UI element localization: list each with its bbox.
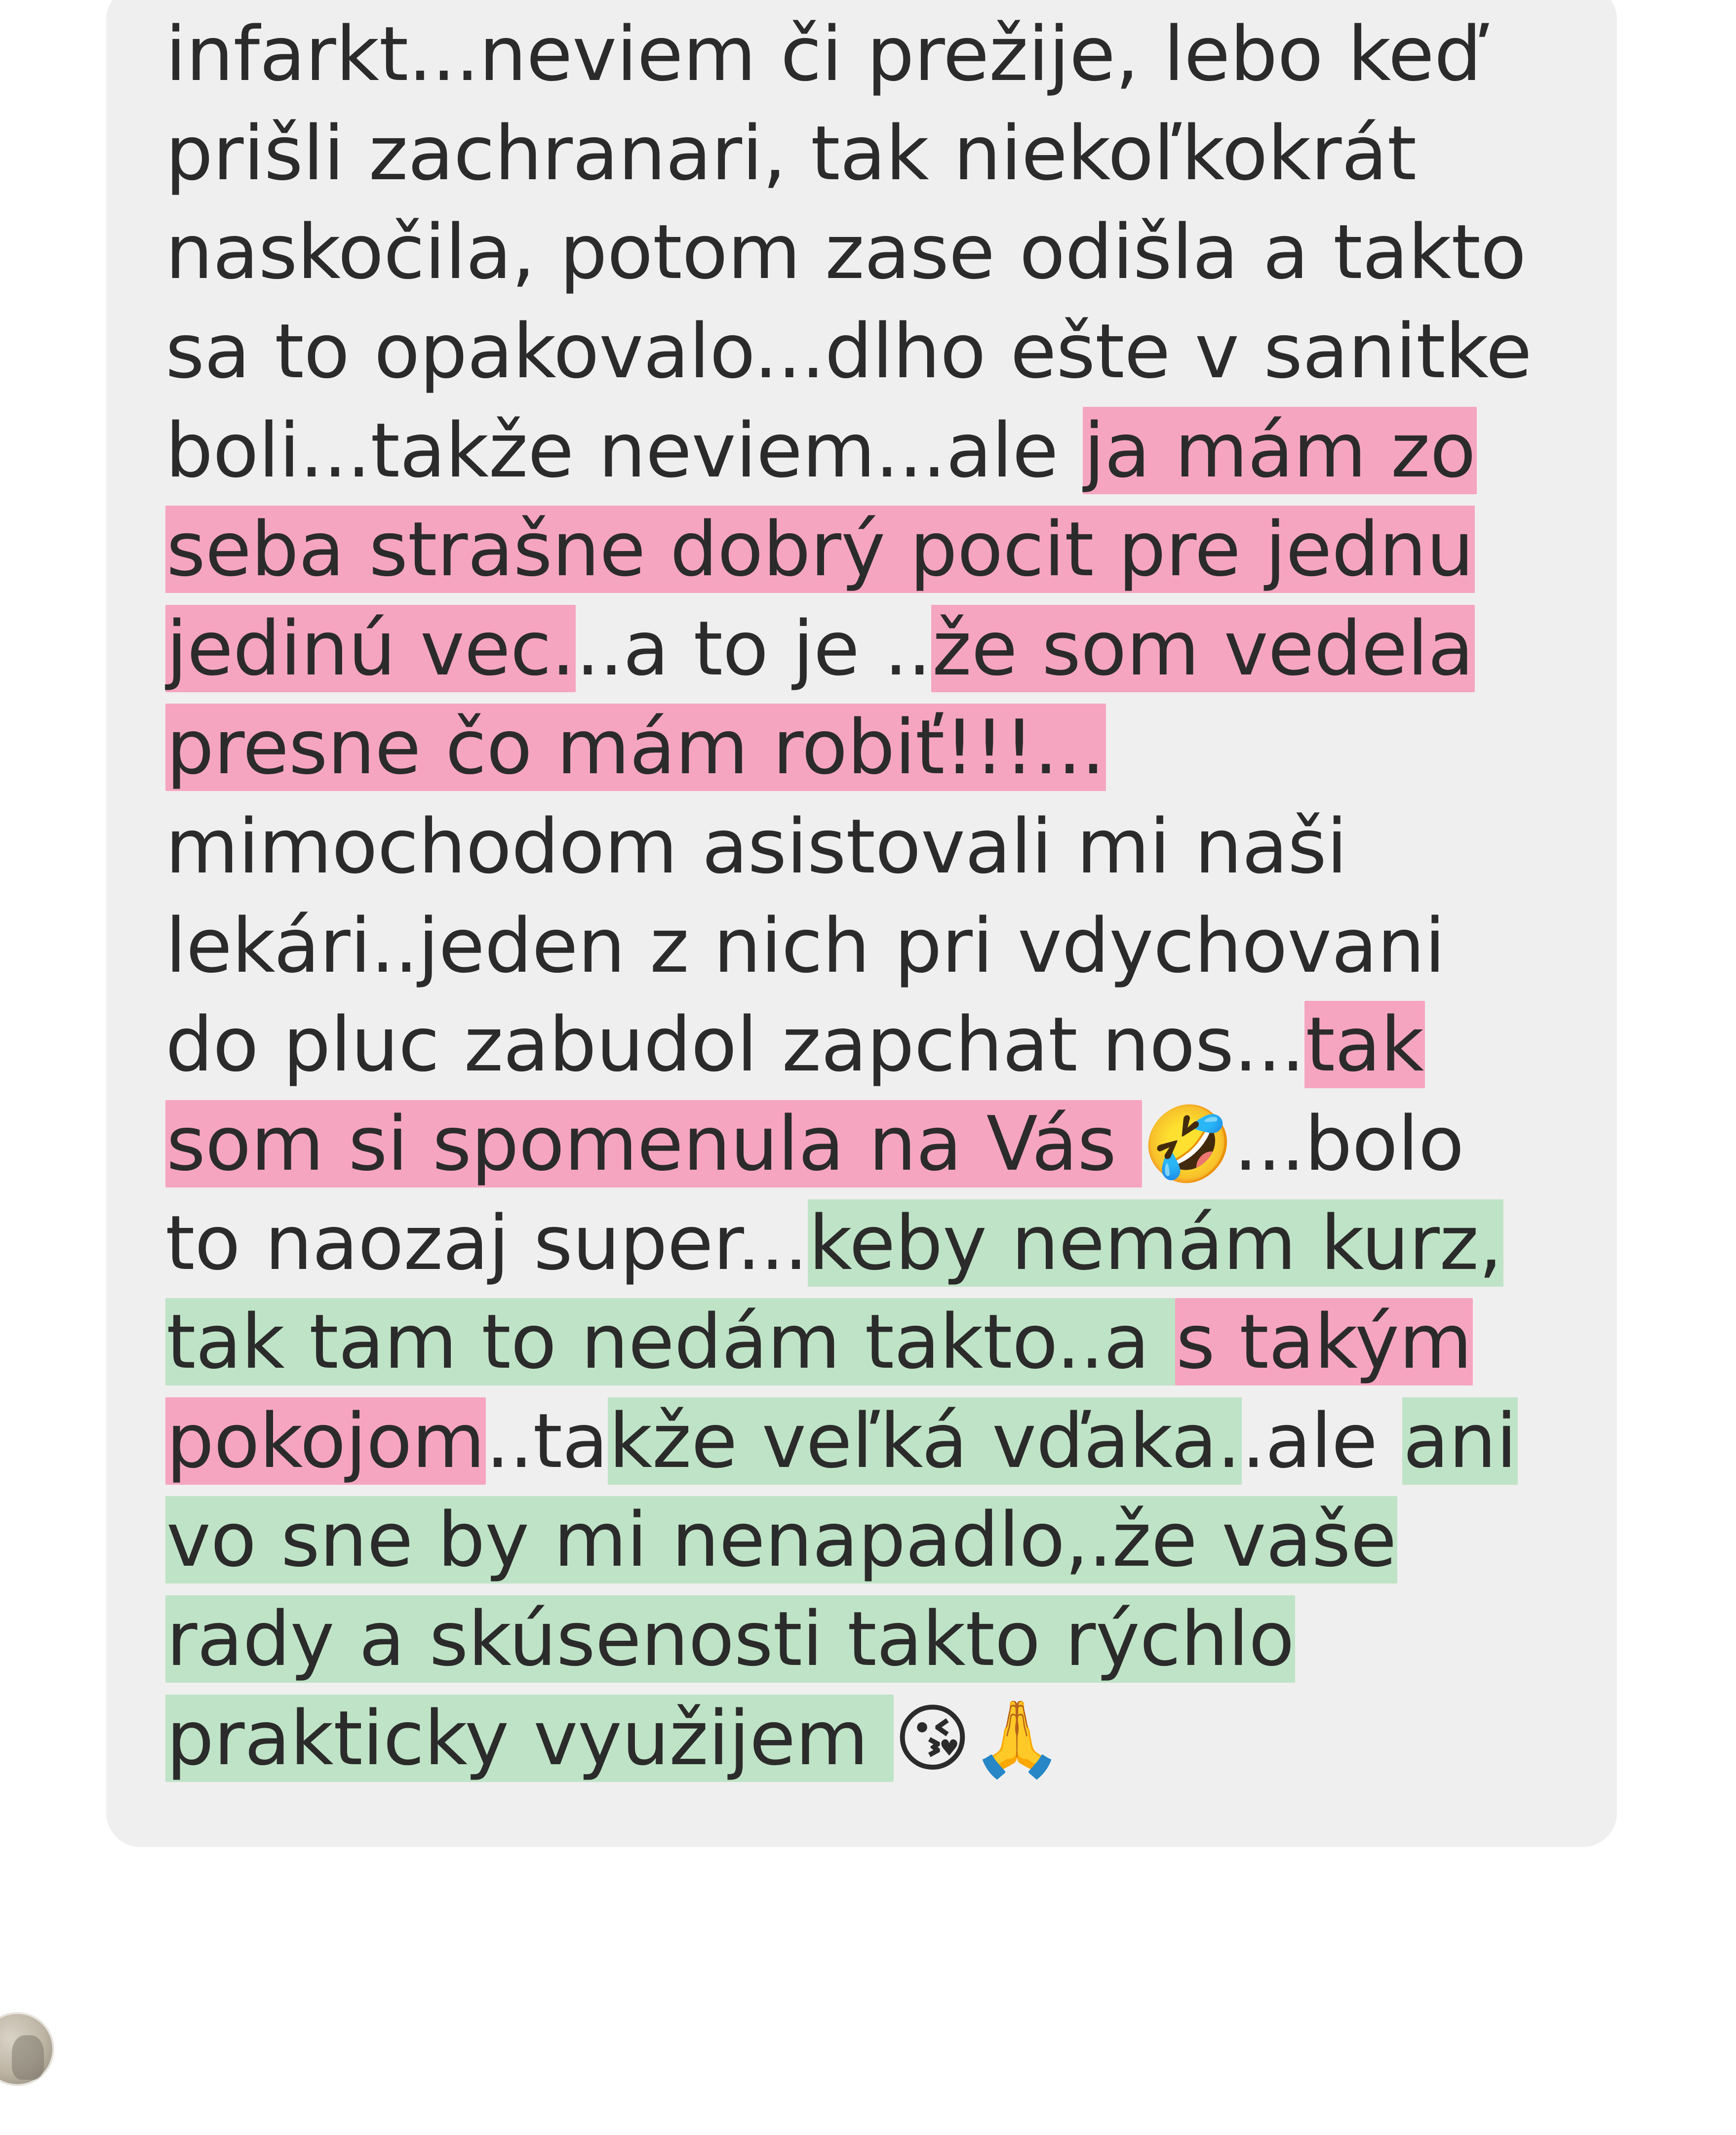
message-highlight-pink-2: že som vedela presne čo mám robiť!!!... [166,604,1474,791]
message-segment-plain-1: infarkt...neviem či prežije, lebo keď prišli zachranari, tak niekoľkokrát naskočila, potom zase odišla a takto sa to opakovalo...dlho ešte v sanitke boli...takže neviem...ale [165,10,1532,494]
message-segment-plain-5: ..ta [485,1397,608,1485]
message-highlight-green-1: keby nemám kurz, tak tam to nedám takto..a [166,1199,1502,1386]
emoji-1: 🤣 [1142,1101,1234,1187]
message-segment-plain-4: ...bolo to naozaj super... [165,1100,1464,1287]
avatar-silhouette-icon [12,2035,44,2080]
message-segment-plain-6: .ale [1241,1397,1402,1485]
chat-message-bubble[interactable] [106,0,1617,1847]
message-text [165,5,1558,1788]
message-highlight-green-3: ani vo sne by mi nenapadlo,.že vašе rady a skúsenosti takto rýchlo prakticky využijem [166,1397,1517,1782]
message-segment-plain-2: ..a to je .. [576,604,932,692]
message-highlight-pink-1: ja mám zo seba strašne dobrý pocit pre jednu jedinú vec. [166,406,1476,692]
message-highlight-green-2: kže veľká vďaka. [609,1397,1241,1485]
emoji-2: 😘🙏 [894,1696,1063,1782]
message-segment-plain-3: mimochodom asistovali mi naši lekári..jeden z nich pri vdychovani do pluc zabudol zapchat nos... [165,803,1445,1089]
message-highlight-pink-3: tak som si spomenula na Vás [166,1001,1424,1187]
sender-avatar[interactable] [0,2012,54,2086]
message-highlight-pink-4: s takým pokojom [166,1298,1472,1485]
